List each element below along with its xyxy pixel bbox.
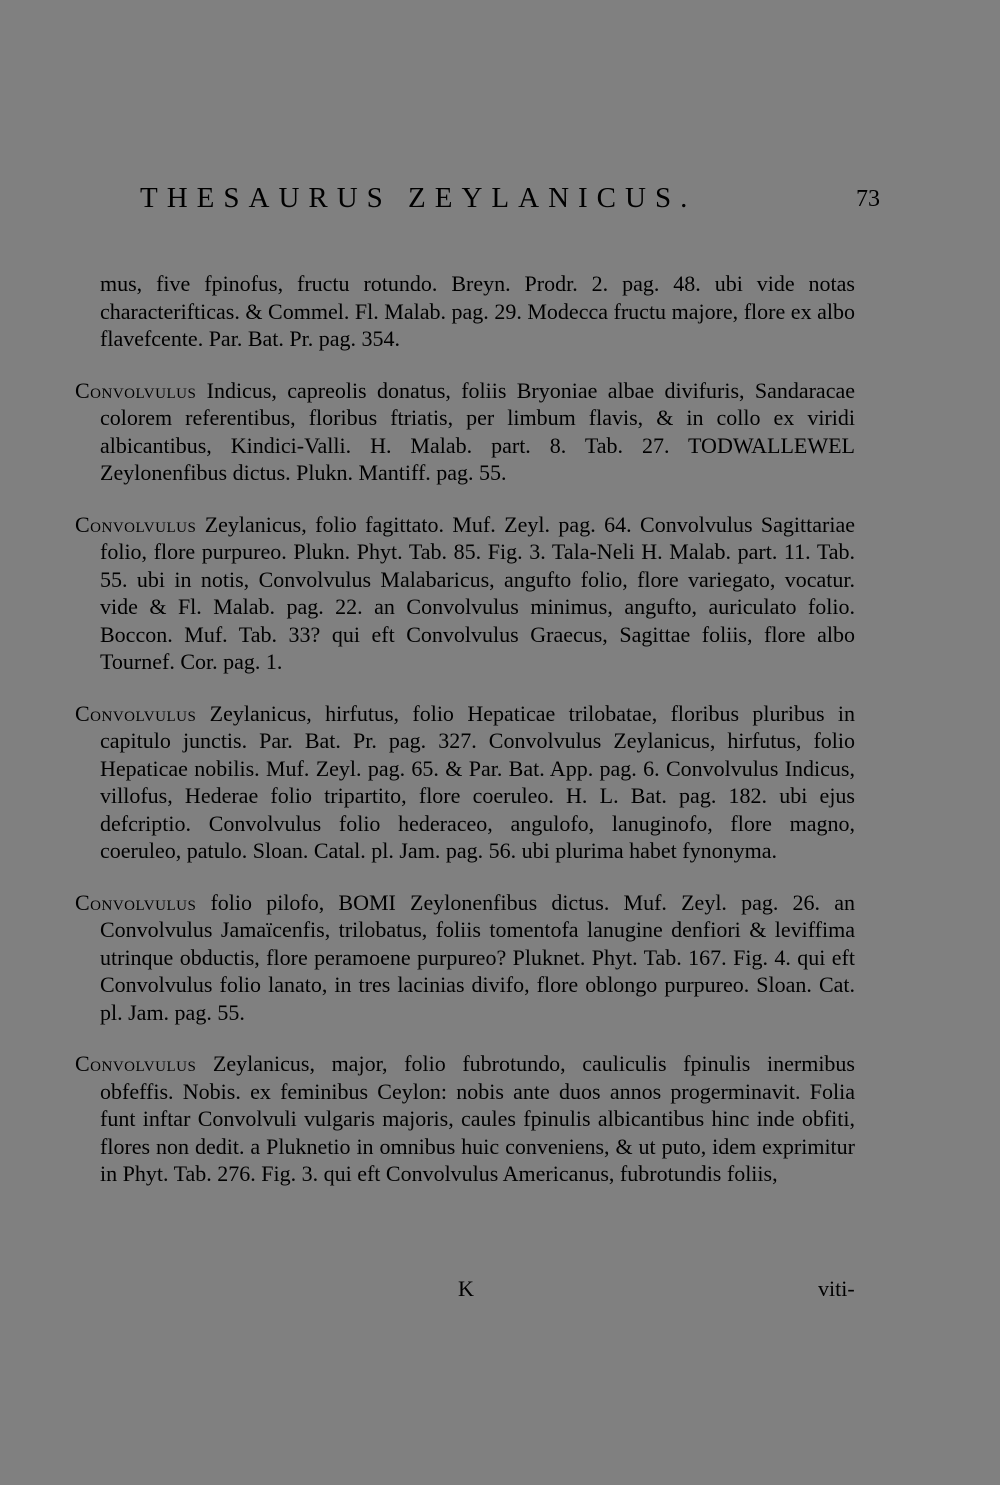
entry-paragraph bbox=[100, 270, 855, 353]
entry-lemma: Convolvulus bbox=[75, 1051, 197, 1076]
entry-paragraph bbox=[75, 700, 855, 865]
entry-text: folio pilofo, BOMI Zeylonenfibus dictus. Muf. Zeyl. pag. 26. an Convolvulus Jamaïcenfis, trilobatus, foliis tomentofa lanugine denfiori & leviffima utrinque obductis, flore peramoene purpureo? Pluknet. Phyt. Tab. 167. Fig. 4. qui eft Convolvulus folio lanato, in tres lacinias divifo, flore oblongo purpureo. Sloan. Cat. pl. Jam. pag. 55. bbox=[100, 889, 855, 1025]
entry-text: Zeylanicus, folio fagittato. Muf. Zeyl. pag. 64. Convolvulus Sagittariae folio, flore purpureo. Plukn. Phyt. Tab. 85. Fig. 3. Tala-Neli H. Malab. part. 11. Tab. 55. ubi in notis, Convolvulus Malabaricus, angufto folio, flore variegato, vocatur. vide & Fl. Malab. pag. 22. an Convolvulus minimus, angufto, auriculato folio. Boccon. Muf. Tab. 33? qui eft Convolvulus Graecus, Sagittae foliis, flore albo Tournef. Cor. pag. 1. bbox=[100, 511, 855, 674]
entry-text: Zeylanicus, hirfutus, folio Hepaticae trilobatae, floribus pluribus in capitulo junctis. Par. Bat. Pr. pag. 327. Convolvulus Zeylanicus, hirfutus, folio Hepaticae nobilis. Muf. Zeyl. pag. 65. & Par. Bat. App. pag. 6. Convolvulus Indicus, villofus, Hederae folio tripartito, flore coeruleo. H. L. Bat. pag. 182. ubi ejus defcriptio. Convolvulus folio hederaceo, angulofo, lanuginofo, flore magno, coeruleo, patulo. Sloan. Catal. pl. Jam. pag. 56. ubi plurima habet fynonyma. bbox=[100, 700, 855, 863]
entry-paragraph bbox=[75, 511, 855, 676]
entry-text: mus, five fpinofus, fructu rotundo. Breyn. Prodr. 2. pag. 48. ubi vide notas characterifticas. & Commel. Fl. Malab. pag. 29. Modecca fructu majore, flore ex albo flavefcente. Par. Bat. Pr. pag. 354. bbox=[100, 271, 855, 351]
entry-text: Zeylanicus, major, folio fubrotundo, cauliculis fpinulis inermibus obfeffis. Nobis. ex feminibus Ceylon: nobis ante duos annos progerminavit. Folia funt inftar Convolvuli vulgaris majoris, caules fpinulis albicantibus hinc inde obfiti, flores non dedit. a Pluknetio in omnibus huic conveniens, & ut puto, idem exprimitur in Phyt. Tab. 276. Fig. 3. qui eft Convolvulus Americanus, fubrotundis foliis, bbox=[100, 1051, 855, 1186]
entry-lemma: Convolvulus bbox=[75, 377, 197, 403]
running-head bbox=[140, 182, 880, 222]
entry-text: Indicus, capreolis donatus, foliis Bryoniae albae divifuris, Sandaracae colorem referentibus, floribus ftriatis, per limbum flavis, & in collo ex viridi albicantibus, Kindici-Valli. H. Malab. part. 8. Tab. 27. TODWALLEWEL Zeylonenfibus dictus. Plukn. Mantiff. pag. 55. bbox=[100, 377, 855, 485]
running-title: THESAURUS ZEYLANICUS. bbox=[140, 182, 697, 214]
entry-lemma: Convolvulus bbox=[75, 889, 197, 915]
entry-lemma: Convolvulus bbox=[75, 700, 197, 726]
entry-lemma: Convolvulus bbox=[75, 511, 197, 537]
text-block bbox=[75, 248, 855, 1212]
entry-paragraph bbox=[75, 377, 855, 487]
signature-mark: K bbox=[458, 1276, 474, 1301]
entry-paragraph bbox=[75, 889, 855, 1027]
page-number: 73 bbox=[856, 186, 880, 212]
catchword: viti- bbox=[818, 1276, 855, 1301]
entry-paragraph bbox=[75, 1050, 855, 1188]
